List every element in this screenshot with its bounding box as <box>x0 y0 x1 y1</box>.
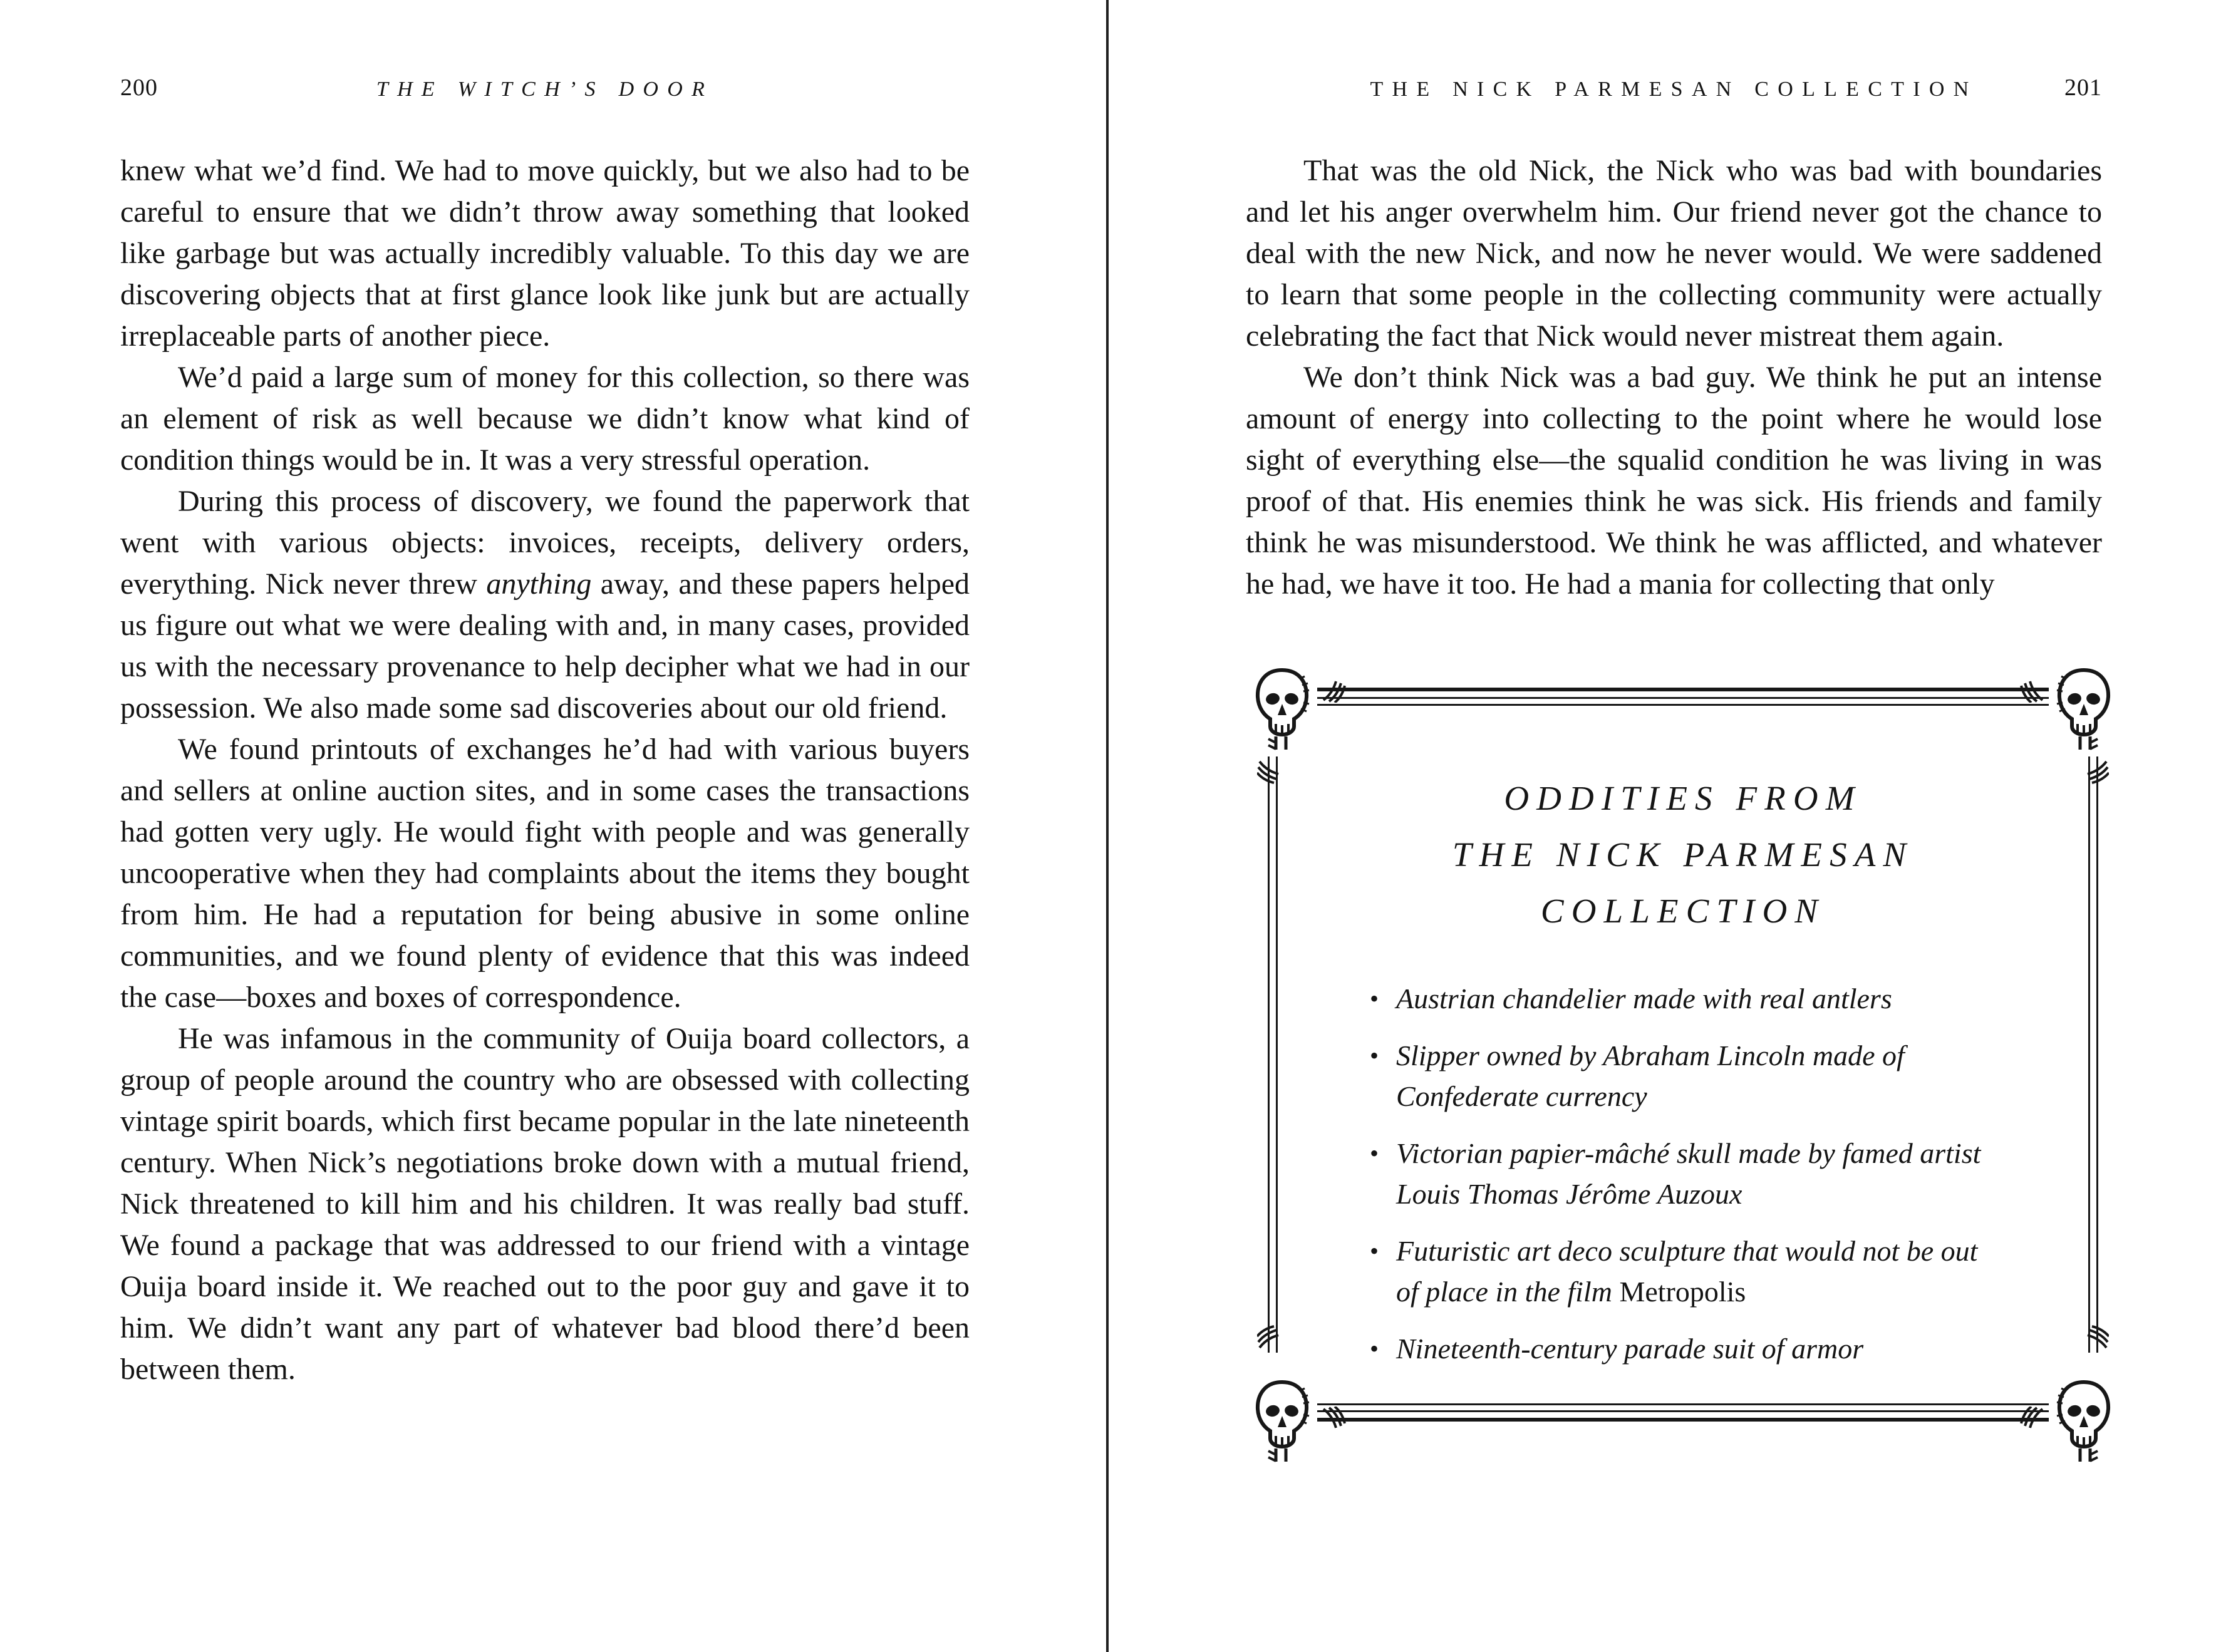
skull-icon <box>1251 1378 1313 1463</box>
feather-barb-icon <box>1321 678 1346 703</box>
page-number-right: 201 <box>2064 75 2102 101</box>
feather-barb-icon <box>2020 678 2045 703</box>
right-text-column <box>1246 150 2102 605</box>
paragraph-text: away, and these papers helped us figure out what we were dealing with and, in many cases, provided us with the necessary provenance to help decipher what we had in our possession. We also made some sad discoveries about our old friend. <box>120 567 970 725</box>
feather-barb-icon <box>1257 1325 1282 1350</box>
paragraph: knew what we’d find. We had to move quickly, but we also had to be careful to ensure that we didn’t throw away something that looked like garbage but was actually incredibly valuable. To this day we are discovering objects that at first glance look like junk but are actually irreplaceable parts of another piece. <box>120 154 970 353</box>
list-item: • Austrian chandelier made with real antlers <box>1370 978 1993 1019</box>
feather-barb-icon <box>2084 1325 2109 1350</box>
paragraph: We don’t think Nick was a bad guy. We think he put an intense amount of energy into collecting to the point where he would lose sight of everything else—the squalid condition he was living in was proof of that. His enemies think he was sick. His friends and family think he was misunderstood. We think he was afflicted, and whatever he had, we have it too. He had a mania for collecting that only <box>1246 361 2102 601</box>
running-head-left: THE WITCH’S DOOR <box>376 78 714 101</box>
box-border-top <box>1317 697 2049 699</box>
emphasized-word: anything <box>486 567 592 601</box>
oddities-box-title-line: ODDITIES FROM <box>1504 779 1862 817</box>
skull-icon <box>2053 1378 2115 1463</box>
left-text-column <box>120 150 970 1390</box>
box-border-bottom <box>1317 1418 2049 1422</box>
paragraph: That was the old Nick, the Nick who was bad with boundaries and let his anger overwhelm him. Our friend never got the chance to deal with the new Nick, and now he never would. We were saddened to learn that some people in the collecting community were actually celebrating the fact that Nick would never mistreat them again. <box>1246 154 2102 353</box>
oddities-list <box>1257 978 2109 1369</box>
skull-icon <box>1251 666 1313 751</box>
feather-barb-icon <box>2020 1407 2045 1432</box>
box-border-bottom <box>1317 1410 2049 1412</box>
film-title: Metropolis <box>1619 1276 1746 1308</box>
list-item-text: Futuristic art deco sculpture that would not be out of place in the film <box>1396 1235 1978 1308</box>
feather-barb-icon <box>2084 759 2109 784</box>
oddities-box-title <box>1295 770 2071 939</box>
list-item: • Slipper owned by Abraham Lincoln made of Confederate currency <box>1370 1035 1993 1117</box>
paragraph: We found printouts of exchanges he’d had with various buyers and sellers at online auction sites, and in some cases the transactions had gotten very ugly. He would fight with people and was generally uncooperative when they had complaints about the items they bought from him. He had a reputation for being abusive in some online communities, and we found plenty of evidence that this was indeed the case—boxes and boxes of correspondence. <box>120 733 970 1014</box>
box-border-left <box>1268 756 1270 1353</box>
running-head-right: THE NICK PARMESAN COLLECTION <box>1370 78 1978 101</box>
page-number-left: 200 <box>120 75 158 101</box>
box-border-top <box>1317 704 2049 706</box>
paragraph: He was infamous in the community of Ouija board collectors, a group of people around the country who are obsessed with collecting vintage spirit boards, which first became popular in the late nineteenth century. When Nick’s negotiations broke down with a mutual friend, Nick threatened to kill him and his children. It was really bad stuff. We found a package that was addressed to our friend with a vintage Ouija board inside it. We reached out to the poor guy and gave it to him. We didn’t want any part of whatever bad blood there’d been between them. <box>120 1022 970 1386</box>
box-border-left <box>1276 756 1278 1353</box>
oddities-box-title-line: THE NICK PARMESAN <box>1452 835 1914 874</box>
oddities-box <box>1257 676 2109 1433</box>
list-item: • Victorian papier-mâché skull made by famed artist Louis Thomas Jérôme Auzoux <box>1370 1133 1993 1214</box>
skull-icon <box>2053 666 2115 751</box>
oddities-box-title-line: COLLECTION <box>1540 892 1826 930</box>
list-item: • Nineteenth-century parade suit of armor <box>1370 1328 1993 1369</box>
box-border-right <box>2088 756 2090 1353</box>
box-border-right <box>2096 756 2098 1353</box>
page-left <box>0 0 1106 1652</box>
feather-barb-icon <box>1257 759 1282 784</box>
paragraph-text: During this process of discovery, we found the paperwork that went with various objects: invoices, receipts, delivery orders, everything. Nick never threw <box>120 485 970 601</box>
page-right <box>1109 0 2216 1652</box>
list-item <box>1370 1231 1993 1312</box>
box-border-bottom <box>1317 1403 2049 1405</box>
box-border-top <box>1317 688 2049 691</box>
paragraph <box>120 481 970 729</box>
feather-barb-icon <box>1321 1407 1346 1432</box>
paragraph: We’d paid a large sum of money for this collection, so there was an element of risk as well because we didn’t know what kind of condition things would be in. It was a very stressful operation. <box>120 361 970 477</box>
